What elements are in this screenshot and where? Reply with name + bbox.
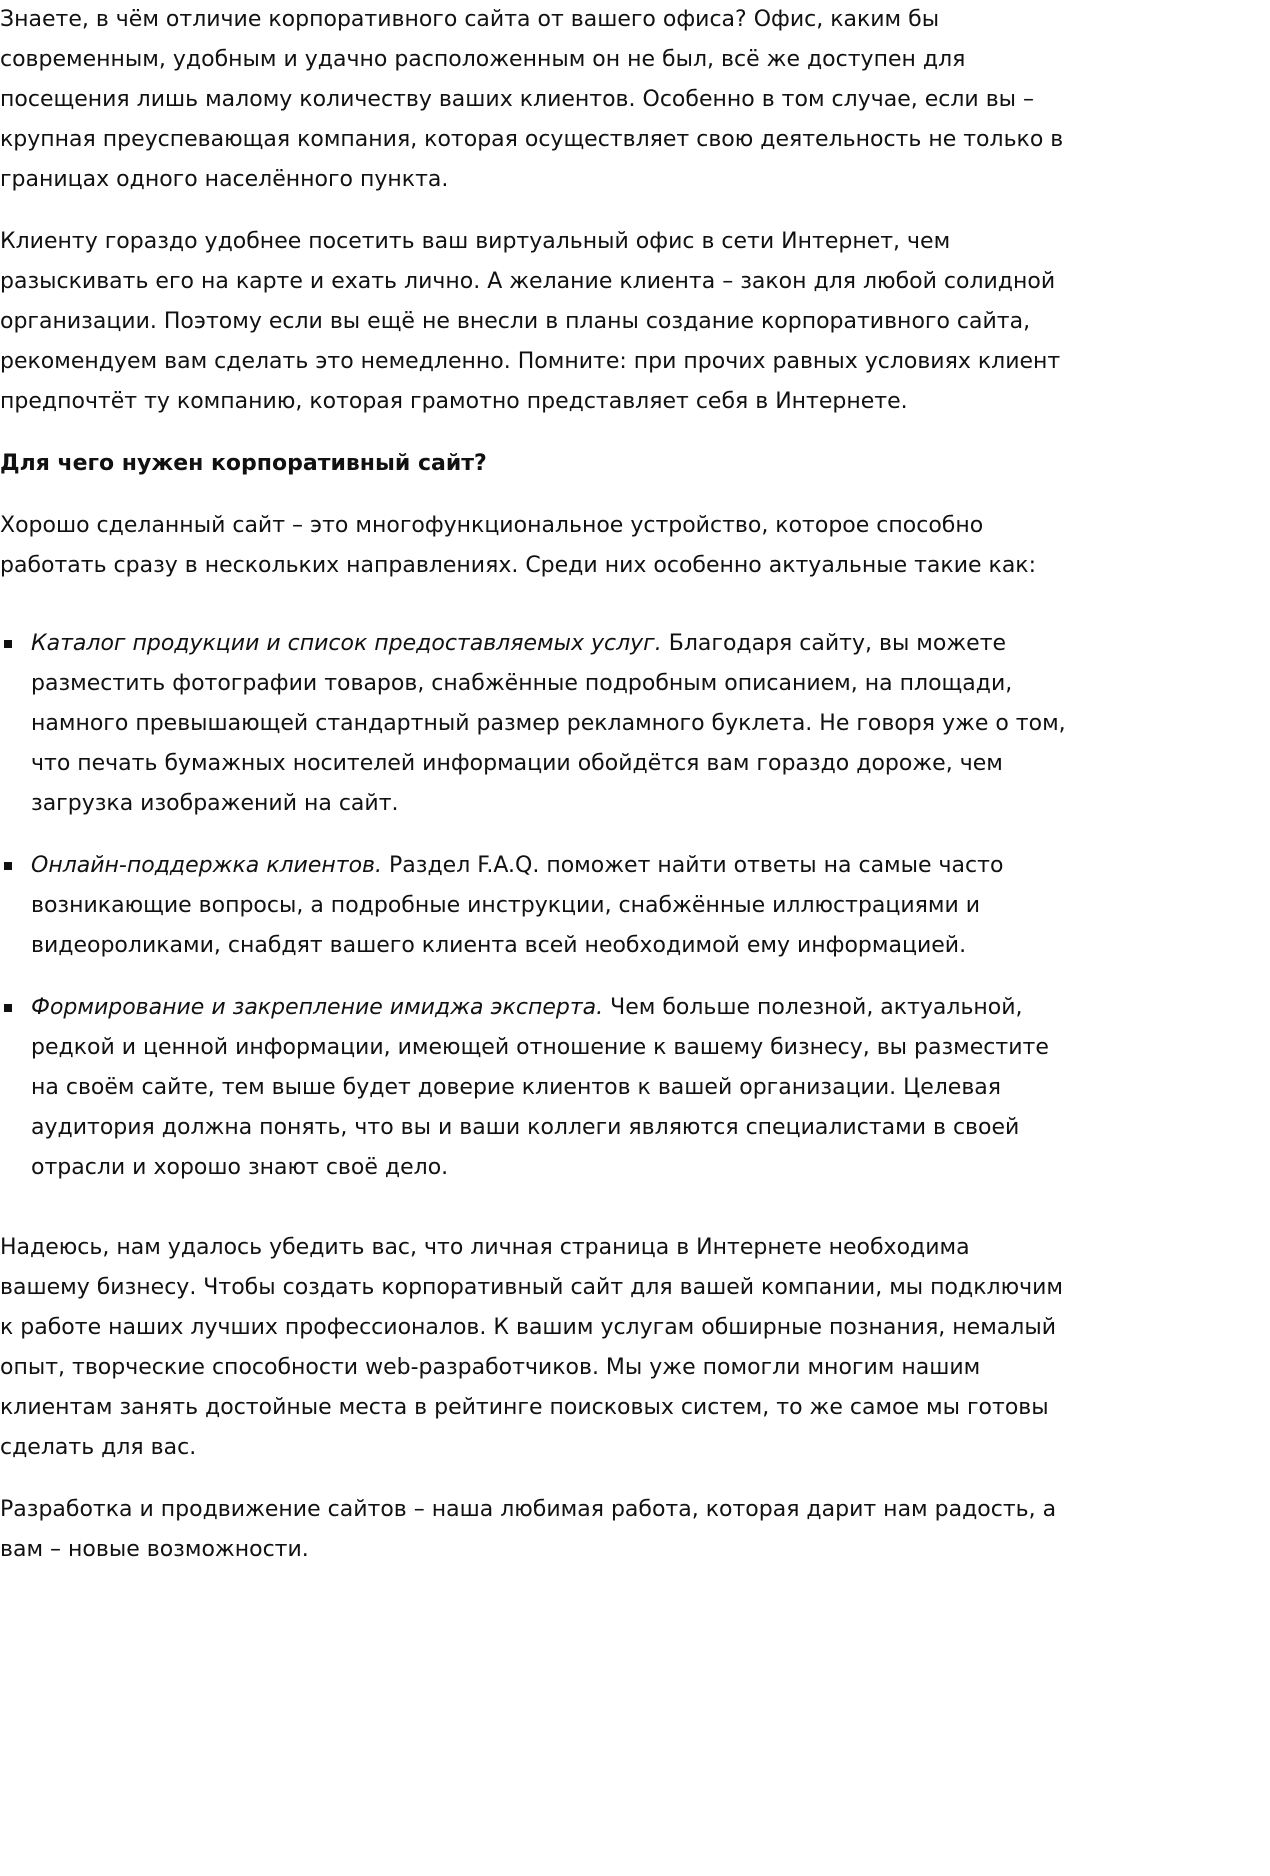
list-item [31, 846, 1066, 966]
list-item-text: Благодаря сайту, вы можете разместить фотографии товаров, снабжённые подробным описанием, на площади, намного превышающей стандартный размер рекламного буклета. Не говоря уже о том, что печать бумажных носителей информации обойдётся вам гораздо дороже, чем загрузка изображений на сайт. [31, 631, 1066, 816]
intro-paragraph-2: Клиенту гораздо удобнее посетить ваш виртуальный офис в сети Интернет, чем разыскивать его на карте и ехать лично. А желание клиента – закон для любой солидной организации. Поэтому если вы ещё не внесли в планы создание корпоративного сайта, рекомендуем вам сделать это немедленно. Помните: при прочих равных условиях клиент предпочтёт ту компанию, которая грамотно представляет себя в Интернете. [0, 229, 1061, 414]
list-item [31, 624, 1066, 824]
section-heading: Для чего нужен корпоративный сайт? [0, 451, 487, 476]
intro-paragraph-1: Знаете, в чём отличие корпоративного сайта от вашего офиса? Офис, каким бы современным, удобным и удачно расположенным он не был, всё же доступен для посещения лишь малому количеству ваших клиентов. Особенно в том случае, если вы – крупная преуспевающая компания, которая осуществляет свою деятельность не только в границах одного населённого пункта. [0, 7, 1064, 192]
square-bullet-icon [4, 862, 12, 870]
list-item-title: Каталог продукции и список предоставляемых услуг. [31, 631, 662, 656]
list-item-title: Онлайн-поддержка клиентов. [31, 853, 383, 878]
closing-paragraph-2: Разработка и продвижение сайтов – наша любимая работа, которая дарит нам радость, а вам – новые возможности. [0, 1497, 1057, 1562]
square-bullet-icon [4, 1004, 12, 1012]
list-item-text: Раздел F.A.Q. поможет найти ответы на самые часто возникающие вопросы, а подробные инструкции, снабжённые иллюстрациями и видеороликами, снабдят вашего клиента всей необходимой ему информацией. [31, 853, 1004, 958]
list-intro-paragraph: Хорошо сделанный сайт – это многофункциональное устройство, которое способно работать сразу в нескольких направлениях. Среди них особенно актуальные такие как: [0, 513, 1036, 578]
list-item-title: Формирование и закрепление имиджа эксперта. [31, 995, 604, 1020]
list-item-text: Чем больше полезной, актуальной, редкой и ценной информации, имеющей отношение к вашему бизнесу, вы разместите на своём сайте, тем выше будет доверие клиентов к вашей организации. Целевая аудитория должна понять, что вы и ваши коллеги являются специалистами в своей отрасли и хорошо знают своё дело. [31, 995, 1049, 1180]
feature-list [0, 624, 1066, 1188]
list-item [31, 988, 1066, 1188]
square-bullet-icon [4, 640, 12, 648]
closing-paragraph-1: Надеюсь, нам удалось убедить вас, что личная страница в Интернете необходима вашему бизнесу. Чтобы создать корпоративный сайт для вашей компании, мы подключим к работе наших лучших профессионалов. К вашим услугам обширные познания, немалый опыт, творческие способности web-разработчиков. Мы уже помогли многим нашим клиентам занять достойные места в рейтинге поисковых систем, то же самое мы готовы сделать для вас. [0, 1235, 1063, 1460]
